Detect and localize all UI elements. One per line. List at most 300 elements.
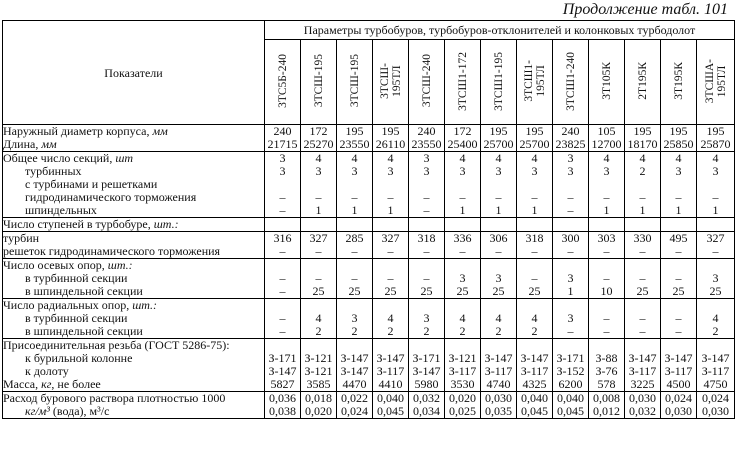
table-cell: 2 xyxy=(517,325,553,339)
table-cell: 172 xyxy=(301,125,337,139)
table-cell xyxy=(553,339,589,353)
table-cell: – xyxy=(661,312,697,325)
table-cell: 4 xyxy=(697,312,735,325)
table-cell: З-171 xyxy=(553,352,589,365)
row-label xyxy=(3,272,265,285)
table-cell: 495 xyxy=(661,232,697,246)
table-cell xyxy=(337,218,373,232)
table-cell: 4 xyxy=(445,312,481,325)
table-cell: 3 xyxy=(445,165,481,178)
table-cell: 3 xyxy=(553,152,589,166)
table-cell: 1 xyxy=(517,204,553,218)
row-unit: шт.: xyxy=(153,217,179,231)
table-cell: 0,008 xyxy=(589,392,625,406)
row-label-text: турбин xyxy=(3,231,40,245)
table-row xyxy=(3,405,735,419)
table-cell: 3 xyxy=(409,152,445,166)
table-cell xyxy=(445,218,481,232)
table-cell: 2 xyxy=(409,325,445,339)
table-cell: 318 xyxy=(517,232,553,246)
table-cell xyxy=(697,218,735,232)
table-cell: 105 xyxy=(589,125,625,139)
row-label-text: в турбинной секции xyxy=(25,272,128,285)
row-label xyxy=(3,339,265,353)
table-cell: – xyxy=(337,272,373,285)
row-label xyxy=(3,152,265,166)
table-cell: 4470 xyxy=(337,378,373,392)
table-cell: – xyxy=(481,245,517,259)
table-row xyxy=(3,138,735,152)
table-cell: 3 xyxy=(553,165,589,178)
table-cell xyxy=(661,339,697,353)
table-row xyxy=(3,152,735,166)
row-label xyxy=(3,232,265,246)
table-cell: 0,045 xyxy=(517,405,553,419)
table-cell: – xyxy=(697,245,735,259)
table-row xyxy=(3,191,735,204)
model-header xyxy=(625,40,661,125)
table-cell: – xyxy=(265,325,301,339)
model-name: 3ТСШ1- 195ТЛ xyxy=(522,60,547,102)
table-cell xyxy=(589,259,625,273)
row-label-text: Число радиальных опор, xyxy=(3,298,133,312)
table-cell: – xyxy=(445,191,481,204)
table-cell: 25 xyxy=(517,285,553,299)
table-cell: 0,040 xyxy=(553,392,589,406)
table-cell: – xyxy=(661,325,697,339)
row-unit: мм xyxy=(41,138,57,151)
table-row xyxy=(3,325,735,339)
table-cell: 18170 xyxy=(625,138,661,152)
table-cell: 25850 xyxy=(661,138,697,152)
table-cell xyxy=(697,259,735,273)
table-cell: – xyxy=(553,245,589,259)
table-cell xyxy=(481,339,517,353)
table-cell: 0,030 xyxy=(697,405,735,419)
table-cell: – xyxy=(409,191,445,204)
row-label-text: к бурильной колонне xyxy=(25,352,133,365)
table-cell: 0,040 xyxy=(373,392,409,406)
table-cell: 3 xyxy=(553,272,589,285)
table-cell: З-147 xyxy=(265,365,301,378)
table-cell: – xyxy=(373,191,409,204)
table-cell xyxy=(409,339,445,353)
model-header xyxy=(553,40,589,125)
table-cell xyxy=(589,218,625,232)
table-cell: 3 xyxy=(697,165,735,178)
row-label-tail: , не более xyxy=(51,378,101,391)
table-cell: 195 xyxy=(625,125,661,139)
table-cell: З-117 xyxy=(481,365,517,378)
table-row xyxy=(3,232,735,246)
table-cell: 0,030 xyxy=(481,392,517,406)
table-cell: 3 xyxy=(373,165,409,178)
table-cell xyxy=(625,299,661,313)
table-cell: 25700 xyxy=(481,138,517,152)
table-cell: – xyxy=(589,191,625,204)
row-label-text: к долоту xyxy=(25,365,69,378)
table-row xyxy=(3,299,735,313)
row-label-text: Длина, xyxy=(3,138,42,151)
table-cell xyxy=(265,299,301,313)
table-cell: З-147 xyxy=(337,365,373,378)
table-cell: 0,024 xyxy=(661,392,697,406)
table-cell: 23825 xyxy=(553,138,589,152)
table-cell: З-147 xyxy=(337,352,373,365)
table-cell: 3 xyxy=(697,272,735,285)
model-name: 3ТСШ-195 xyxy=(348,54,361,108)
table-cell: 1 xyxy=(337,204,373,218)
table-cell xyxy=(697,339,735,353)
table-cell: – xyxy=(625,245,661,259)
table-cell xyxy=(337,339,373,353)
table-cell: 318 xyxy=(409,232,445,246)
table-cell: 240 xyxy=(409,125,445,139)
row-label xyxy=(3,125,265,139)
model-header xyxy=(445,40,481,125)
row-label-text: Общее число секций, xyxy=(3,151,116,165)
table-cell: – xyxy=(625,272,661,285)
table-cell: 172 xyxy=(445,125,481,139)
table-cell: 1 xyxy=(301,204,337,218)
table-cell xyxy=(445,299,481,313)
row-label-tail: (вода), м³/с xyxy=(49,405,110,418)
table-cell: – xyxy=(517,272,553,285)
table-cell: 3 xyxy=(265,152,301,166)
table-cell: 3 xyxy=(445,272,481,285)
table-cell: 2 xyxy=(625,165,661,178)
table-cell: 1 xyxy=(373,204,409,218)
table-cell: З-147 xyxy=(373,352,409,365)
table-cell: 25 xyxy=(481,285,517,299)
table-cell: – xyxy=(265,285,301,299)
table-cell: – xyxy=(625,312,661,325)
table-cell xyxy=(301,259,337,273)
table-cell: 195 xyxy=(697,125,735,139)
table-cell: 2 xyxy=(337,325,373,339)
model-name: 3ТСШ1-172 xyxy=(456,51,469,111)
table-cell: 4 xyxy=(481,312,517,325)
row-label xyxy=(3,365,265,378)
table-cell: 327 xyxy=(301,232,337,246)
table-cell: 0,038 xyxy=(265,405,301,419)
table-cell: – xyxy=(265,245,301,259)
table-cell xyxy=(409,299,445,313)
table-cell: 25 xyxy=(301,285,337,299)
row-label xyxy=(3,259,265,273)
row-unit: мм xyxy=(152,124,168,138)
indicators-header: Показатели xyxy=(3,21,265,125)
table-cell xyxy=(625,218,661,232)
table-cell: З-171 xyxy=(409,352,445,365)
table-cell: 195 xyxy=(517,125,553,139)
table-cell: 195 xyxy=(661,125,697,139)
table-cell: 4750 xyxy=(697,378,735,392)
table-row xyxy=(3,245,735,259)
table-cell: – xyxy=(589,312,625,325)
row-label-text: с турбинами и решетками xyxy=(25,178,158,191)
row-unit: шт.: xyxy=(107,258,133,272)
table-cell: – xyxy=(265,204,301,218)
table-cell: 5827 xyxy=(265,378,301,392)
row-label xyxy=(3,378,265,392)
row-label-text: турбинных xyxy=(25,165,82,178)
table-cell: 3 xyxy=(481,165,517,178)
row-unit: шт xyxy=(115,151,134,165)
table-cell: 285 xyxy=(337,232,373,246)
table-cell xyxy=(445,259,481,273)
table-cell xyxy=(553,259,589,273)
table-cell: З-152 xyxy=(553,365,589,378)
row-label-text: в шпиндельной секции xyxy=(25,285,143,298)
table-cell: – xyxy=(265,312,301,325)
table-cell xyxy=(517,299,553,313)
table-cell: 3 xyxy=(517,165,553,178)
table-cell: 4 xyxy=(445,152,481,166)
table-row xyxy=(3,339,735,353)
table-cell: 12700 xyxy=(589,138,625,152)
table-cell: 327 xyxy=(697,232,735,246)
table-cell: 3 xyxy=(409,165,445,178)
table-cell xyxy=(661,299,697,313)
model-header xyxy=(337,40,373,125)
table-cell: 2 xyxy=(481,325,517,339)
table-cell xyxy=(589,299,625,313)
table-cell xyxy=(265,218,301,232)
table-cell: 0,032 xyxy=(625,405,661,419)
table-cell: – xyxy=(517,245,553,259)
row-label xyxy=(3,245,265,259)
table-cell: 4 xyxy=(337,152,373,166)
table-cell: 3 xyxy=(409,312,445,325)
table-cell: 3 xyxy=(265,165,301,178)
table-cell: 306 xyxy=(481,232,517,246)
row-label xyxy=(3,312,265,325)
table-cell: – xyxy=(517,191,553,204)
table-cell: З-117 xyxy=(625,365,661,378)
table-cell: – xyxy=(409,272,445,285)
table-cell: 1 xyxy=(481,204,517,218)
table-cell: 327 xyxy=(373,232,409,246)
table-cell: 21715 xyxy=(265,138,301,152)
table-cell: – xyxy=(445,245,481,259)
table-cell: 4 xyxy=(481,152,517,166)
table-cell: – xyxy=(553,325,589,339)
table-cell: 4740 xyxy=(481,378,517,392)
row-label-text: шпиндельных xyxy=(25,204,97,217)
table-cell xyxy=(625,339,661,353)
table-cell: 0,040 xyxy=(517,392,553,406)
table-cell: – xyxy=(661,245,697,259)
table-cell: 303 xyxy=(589,232,625,246)
model-header xyxy=(481,40,517,125)
table-cell: – xyxy=(625,191,661,204)
table-cell: 3 xyxy=(481,272,517,285)
table-cell: З-117 xyxy=(445,365,481,378)
row-label-text: гидродинамического торможения xyxy=(25,191,197,204)
table-cell xyxy=(517,339,553,353)
table-cell xyxy=(481,218,517,232)
table-row xyxy=(3,165,735,178)
table-cell: 0,045 xyxy=(373,405,409,419)
table-row xyxy=(3,178,735,191)
table-cell: 578 xyxy=(589,378,625,392)
table-cell: – xyxy=(661,272,697,285)
table-cell xyxy=(265,339,301,353)
model-name: 3ТСШ-240 xyxy=(420,54,433,108)
table-cell: 25 xyxy=(625,285,661,299)
table-cell: 3 xyxy=(589,165,625,178)
row-label-text: в турбинной секции xyxy=(25,312,128,325)
table-cell: 25870 xyxy=(697,138,735,152)
table-cell xyxy=(481,259,517,273)
table-cell: 6200 xyxy=(553,378,589,392)
table-cell: – xyxy=(409,245,445,259)
table-cell: – xyxy=(589,272,625,285)
table-cell: – xyxy=(481,191,517,204)
table-cell xyxy=(301,218,337,232)
row-label xyxy=(3,165,265,178)
table-cell: 3225 xyxy=(625,378,661,392)
table-cell: 0,045 xyxy=(553,405,589,419)
table-cell: 23550 xyxy=(409,138,445,152)
table-cell: З-117 xyxy=(517,365,553,378)
row-label xyxy=(3,285,265,299)
row-label xyxy=(3,352,265,365)
table-cell: 0,022 xyxy=(337,392,373,406)
table-row xyxy=(3,365,735,378)
table-cell xyxy=(337,299,373,313)
table-cell: 0,025 xyxy=(445,405,481,419)
table-cell: 23550 xyxy=(337,138,373,152)
table-cell: 195 xyxy=(481,125,517,139)
table-cell: 2 xyxy=(445,325,481,339)
table-row xyxy=(3,312,735,325)
table-cell: 3 xyxy=(337,312,373,325)
table-cell: 0,012 xyxy=(589,405,625,419)
table-row xyxy=(3,218,735,232)
row-label-text: решеток гидродинамического торможения xyxy=(3,245,221,258)
table-cell: З-147 xyxy=(409,365,445,378)
table-cell: – xyxy=(409,204,445,218)
table-cell: 25 xyxy=(697,285,735,299)
row-label xyxy=(3,218,265,232)
table-cell xyxy=(409,218,445,232)
table-cell xyxy=(409,259,445,273)
table-cell: 330 xyxy=(625,232,661,246)
table-cell: – xyxy=(553,204,589,218)
model-name: 3ТСШ1-195 xyxy=(492,51,505,111)
table-cell: – xyxy=(301,245,337,259)
table-cell: – xyxy=(625,325,661,339)
table-row xyxy=(3,352,735,365)
table-cell xyxy=(553,218,589,232)
table-cell: 4 xyxy=(589,152,625,166)
table-cell: – xyxy=(661,191,697,204)
table-cell: 195 xyxy=(337,125,373,139)
model-name: 3ТС5Б-240 xyxy=(276,54,289,108)
table-cell: 10 xyxy=(589,285,625,299)
table-cell xyxy=(373,339,409,353)
model-name: 3Т195К xyxy=(672,62,685,100)
table-row xyxy=(3,125,735,139)
table-cell: З-88 xyxy=(589,352,625,365)
table-cell: – xyxy=(697,191,735,204)
row-label xyxy=(3,138,265,152)
table-cell: 1 xyxy=(553,285,589,299)
table-cell: 4 xyxy=(373,312,409,325)
table-cell: 25700 xyxy=(517,138,553,152)
model-header xyxy=(697,40,735,125)
table-row xyxy=(3,272,735,285)
table-cell: 3530 xyxy=(445,378,481,392)
table-cell: 25 xyxy=(445,285,481,299)
table-cell xyxy=(337,259,373,273)
model-name: 3ТСШ-195 xyxy=(312,54,325,108)
table-cell: – xyxy=(337,191,373,204)
table-cell: 300 xyxy=(553,232,589,246)
row-label xyxy=(3,204,265,218)
table-cell: 2 xyxy=(373,325,409,339)
table-cell: 4 xyxy=(517,312,553,325)
row-label xyxy=(3,178,265,191)
table-cell: 0,034 xyxy=(409,405,445,419)
table-cell xyxy=(445,339,481,353)
table-cell xyxy=(517,259,553,273)
table-cell: 240 xyxy=(553,125,589,139)
table-cell: – xyxy=(337,245,373,259)
table-cell: 2 xyxy=(697,325,735,339)
table-cell: 0,030 xyxy=(625,392,661,406)
table-cell: 4 xyxy=(625,152,661,166)
table-cell xyxy=(625,259,661,273)
table-cell: 4 xyxy=(517,152,553,166)
table-cell: 0,035 xyxy=(481,405,517,419)
table-cell: 4 xyxy=(301,152,337,166)
table-row xyxy=(3,204,735,218)
table-cell xyxy=(661,218,697,232)
table-cell: 336 xyxy=(445,232,481,246)
row-label-text: Масса, xyxy=(3,378,42,391)
table-caption: Продолжение табл. 101 xyxy=(562,1,728,18)
model-header xyxy=(517,40,553,125)
table-cell: – xyxy=(589,325,625,339)
row-label-text: Присоединительная резьба (ГОСТ 5286-75): xyxy=(3,338,230,352)
table-row xyxy=(3,285,735,299)
table-cell: – xyxy=(301,272,337,285)
model-header xyxy=(301,40,337,125)
table-cell: 4 xyxy=(661,152,697,166)
table-cell xyxy=(301,339,337,353)
table-cell xyxy=(373,299,409,313)
table-cell: 3 xyxy=(661,165,697,178)
table-cell xyxy=(265,259,301,273)
table-cell: – xyxy=(301,191,337,204)
table-cell: З-117 xyxy=(697,365,735,378)
model-header xyxy=(589,40,625,125)
table-cell: 0,024 xyxy=(337,405,373,419)
row-label-text: Расход бурового раствора плотностью 1000 xyxy=(3,391,226,405)
table-cell: 0,020 xyxy=(301,405,337,419)
table-cell: – xyxy=(373,245,409,259)
table-cell: З-76 xyxy=(589,365,625,378)
row-label-text: в шпиндельной секции xyxy=(25,325,143,338)
table-cell: З-171 xyxy=(265,352,301,365)
table-cell: З-147 xyxy=(625,352,661,365)
table-cell xyxy=(373,259,409,273)
row-label-text: Наружный диаметр корпуса, xyxy=(3,124,153,138)
table-cell: 1 xyxy=(445,204,481,218)
